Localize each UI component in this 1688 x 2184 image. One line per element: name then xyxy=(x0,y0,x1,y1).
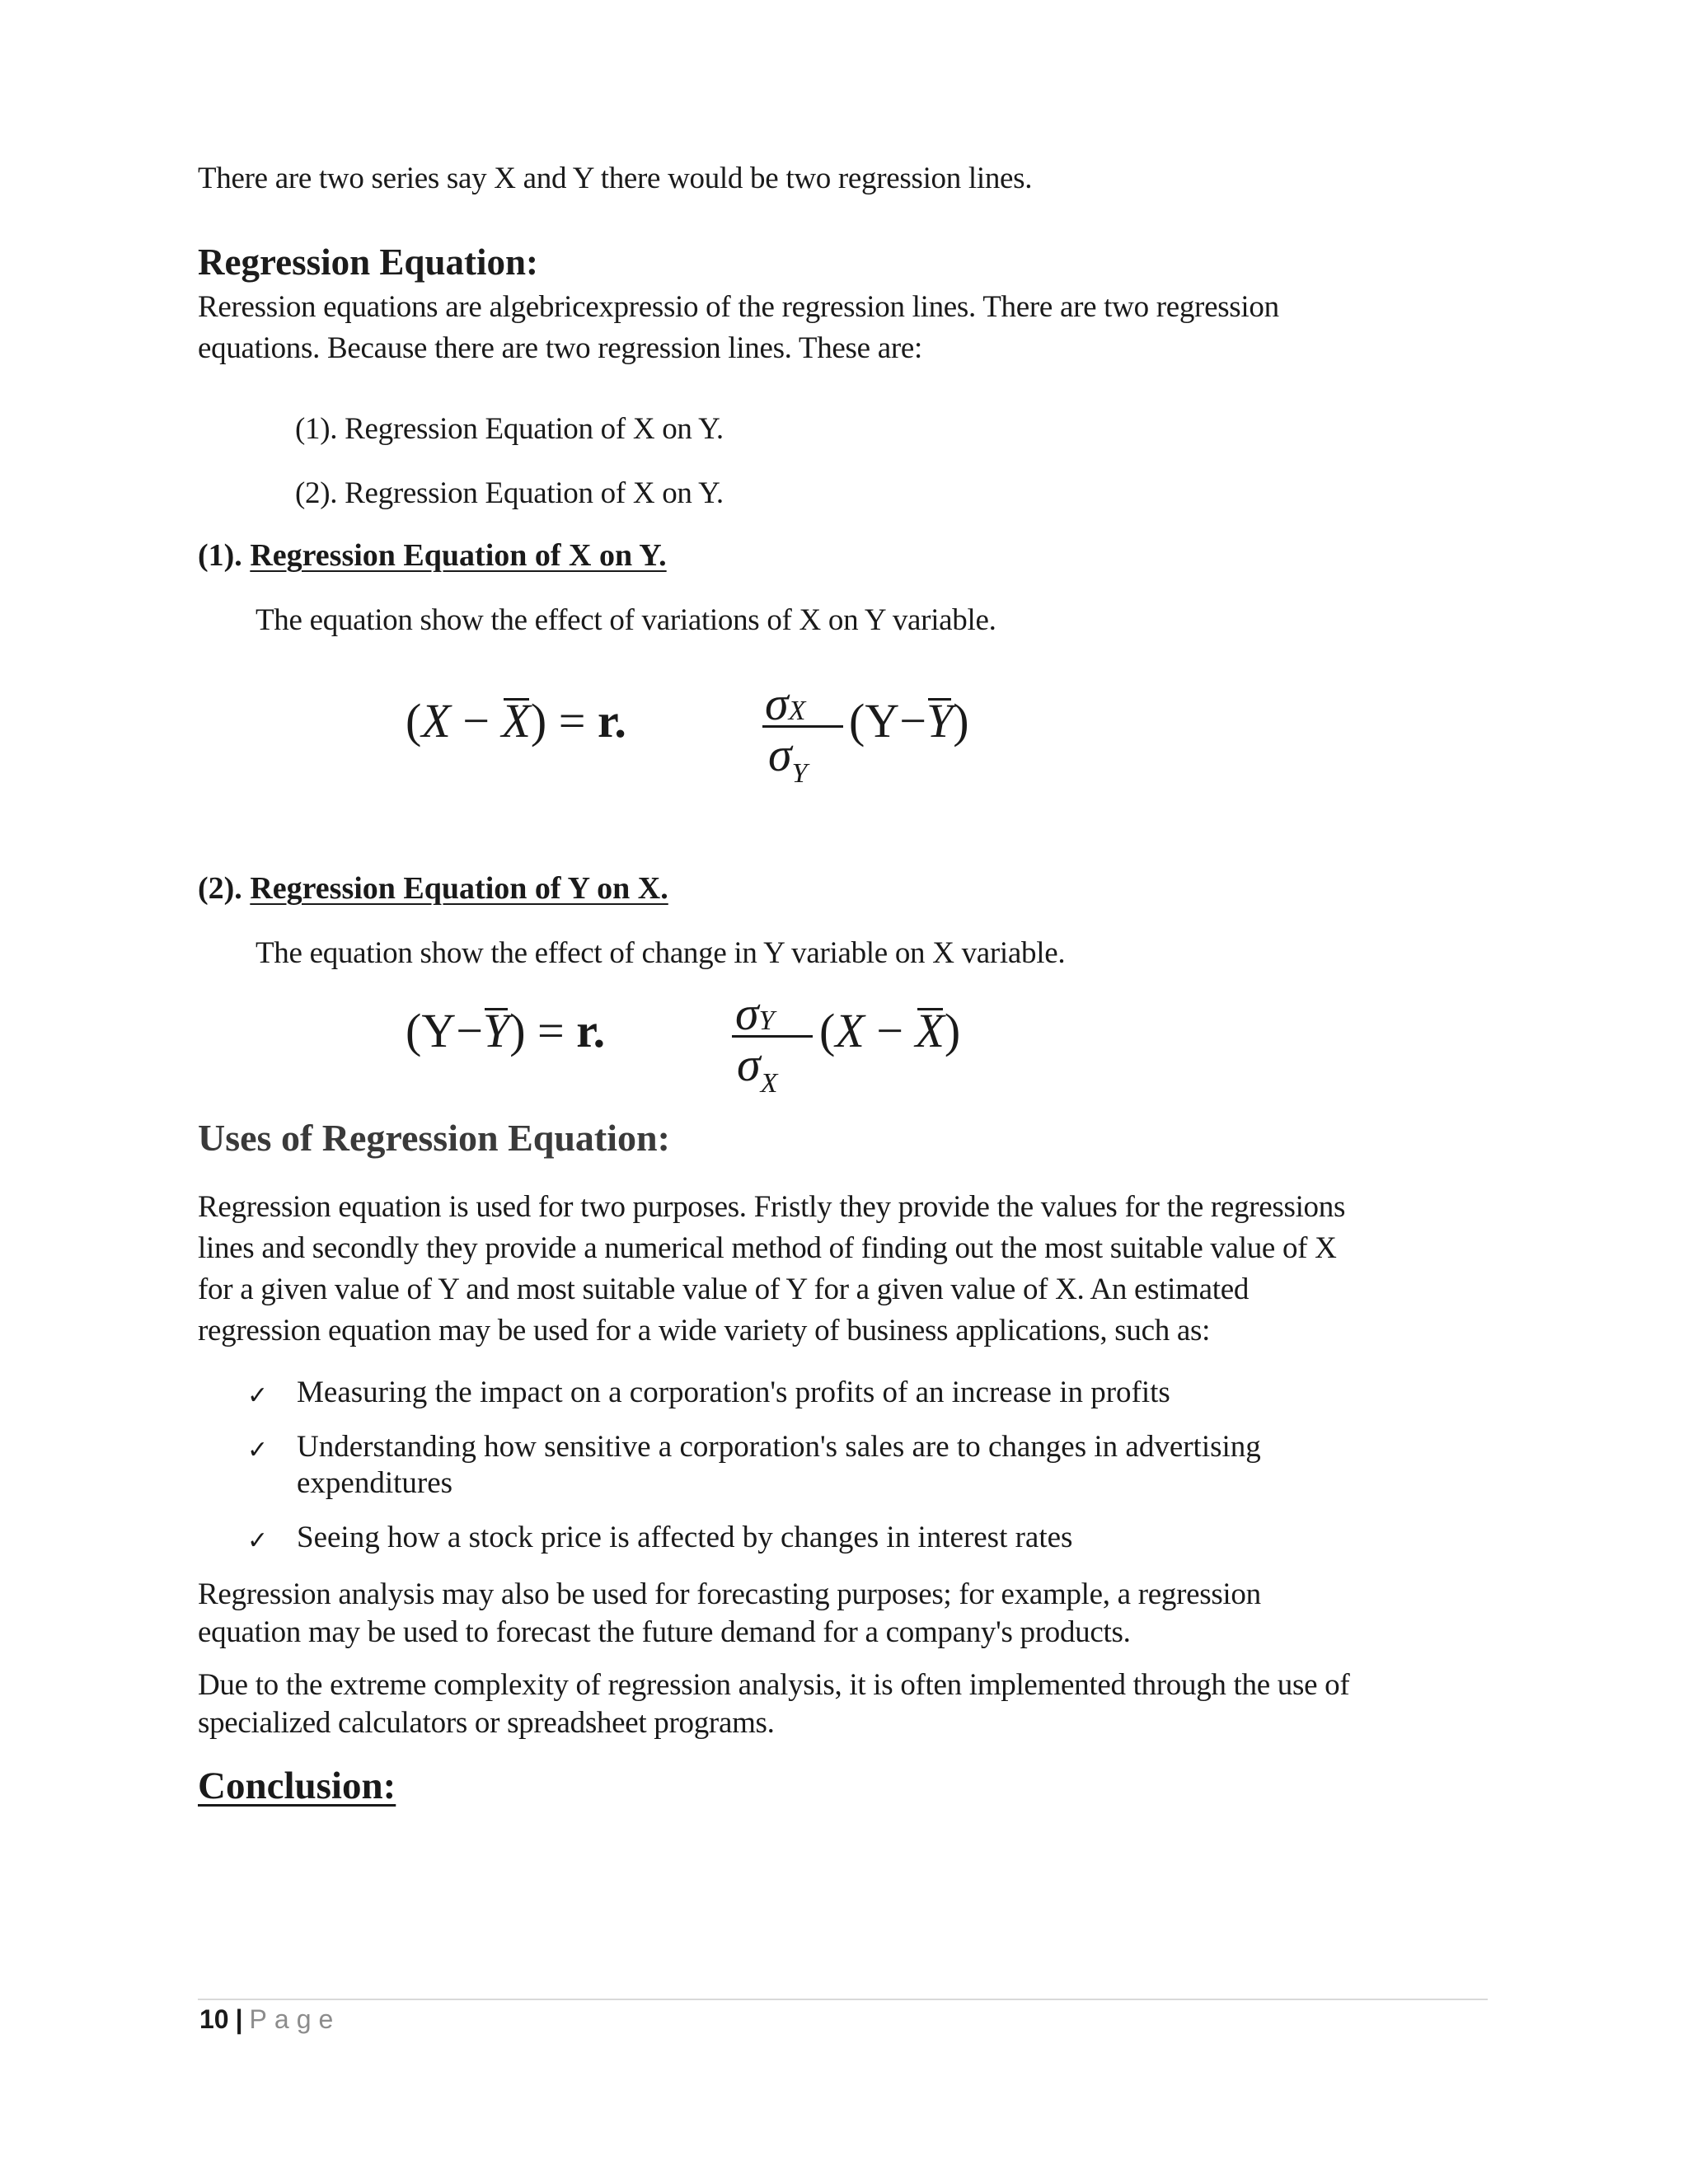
equation-2-denominator xyxy=(737,1037,778,1099)
section-title-regression-equation: Regression Equation: xyxy=(198,241,538,283)
bullet-item-text: Measuring the impact on a corporation's profits of an increase in profits xyxy=(297,1376,1170,1409)
equation-2-left xyxy=(406,1004,606,1057)
section-title-uses: Uses of Regression Equation: xyxy=(198,1117,670,1159)
minus-sign: − xyxy=(899,694,926,748)
equation-1-denominator xyxy=(768,727,808,789)
paren: ( xyxy=(819,1004,836,1057)
footer-divider xyxy=(198,1999,1488,2000)
page-number: 10 xyxy=(199,2004,229,2034)
sigma: σ xyxy=(737,1038,761,1091)
coefficient-r: r xyxy=(576,1004,593,1057)
minus-sign: − xyxy=(456,1004,483,1057)
regression-eq-para-line-1: Reression equations are algebricexpressio of the regression lines. There are two regression xyxy=(198,290,1279,324)
equation-1-numerator xyxy=(765,676,805,731)
paren: ) xyxy=(953,694,969,748)
equation-1-right xyxy=(849,694,969,748)
footer-separator: | xyxy=(235,2004,243,2034)
equation-2-right xyxy=(819,1004,961,1057)
sigma: σ xyxy=(735,987,759,1040)
subsection-1-number: (1). xyxy=(198,538,242,573)
variable: Y xyxy=(865,694,900,748)
paren: ( xyxy=(406,1004,422,1057)
equation-2-numerator xyxy=(735,986,775,1041)
variable: Y xyxy=(421,1004,457,1057)
subsection-2-description: The equation show the effect of change in Y variable on X variable. xyxy=(256,936,1066,970)
section-title-conclusion: Conclusion: xyxy=(198,1765,396,1807)
paren: ( xyxy=(406,694,422,748)
checkmark-icon: ✓ xyxy=(247,1526,269,1555)
complexity-para-line-1: Due to the extreme complexity of regression analysis, it is often implemented through the use of xyxy=(198,1668,1350,1702)
variable: X xyxy=(421,694,451,748)
subscript: Y xyxy=(791,758,808,789)
mean-variable: X xyxy=(501,694,531,748)
mean-variable: Y xyxy=(482,1004,510,1057)
subsection-1-title: Regression Equation of X on Y. xyxy=(250,538,667,573)
uses-para-line-4: regression equation may be used for a wide variety of business applications, such as: xyxy=(198,1314,1211,1347)
uses-para-line-2: lines and secondly they provide a numerical method of finding out the most suitable value of X xyxy=(198,1231,1337,1265)
page-footer xyxy=(199,2004,340,2035)
variable: X xyxy=(835,1004,865,1057)
checkmark-icon: ✓ xyxy=(247,1436,269,1465)
paren: ( xyxy=(849,694,865,748)
subsection-2-number: (2). xyxy=(198,871,242,906)
sigma: σ xyxy=(768,728,792,781)
mean-variable: Y xyxy=(926,694,954,748)
intro-text: There are two series say X and Y there would be two regression lines. xyxy=(198,162,1033,195)
bullet-item-text: Understanding how sensitive a corporation's sales are to changes in advertising xyxy=(297,1430,1261,1464)
sigma: σ xyxy=(765,677,789,730)
paren: ) xyxy=(944,1004,961,1057)
subsection-1-description: The equation show the effect of variations of X on Y variable. xyxy=(256,603,996,637)
subsection-2-heading xyxy=(198,870,668,907)
forecasting-para-line-1: Regression analysis may also be used for forecasting purposes; for example, a regression xyxy=(198,1577,1261,1611)
mean-variable: X xyxy=(915,1004,945,1057)
subscript: X xyxy=(788,696,806,726)
subsection-1-heading xyxy=(198,537,667,574)
uses-para-line-3: for a given value of Y and most suitable value of Y for a given value of X. An estimated xyxy=(198,1272,1250,1306)
bullet-item-text-continued: expenditures xyxy=(297,1466,453,1500)
minus-sign: − xyxy=(876,1004,903,1057)
complexity-para-line-2: specialized calculators or spreadsheet programs. xyxy=(198,1706,775,1740)
equals-sign: = xyxy=(558,694,586,748)
equals-sign: = xyxy=(537,1004,565,1057)
subscript: Y xyxy=(758,1005,775,1036)
regression-eq-para-line-2: equations. Because there are two regression lines. These are: xyxy=(198,331,922,365)
bullet-item-text: Seeing how a stock price is affected by changes in interest rates xyxy=(297,1521,1073,1554)
dot: . xyxy=(614,694,626,748)
dot: . xyxy=(593,1004,606,1057)
subscript: X xyxy=(760,1068,778,1099)
uses-para-line-1: Regression equation is used for two purposes. Fristly they provide the values for the regressions xyxy=(198,1190,1346,1224)
paren: ) xyxy=(530,694,547,748)
page-label: Page xyxy=(249,2004,341,2034)
list-item: (2). Regression Equation of X on Y. xyxy=(295,476,724,510)
list-item: (1). Regression Equation of X on Y. xyxy=(295,412,724,446)
minus-sign: − xyxy=(462,694,490,748)
coefficient-r: r xyxy=(597,694,615,748)
equation-1-left xyxy=(406,694,626,748)
forecasting-para-line-2: equation may be used to forecast the future demand for a company's products. xyxy=(198,1615,1131,1649)
paren: ) xyxy=(509,1004,526,1057)
subsection-2-title: Regression Equation of Y on X. xyxy=(250,871,668,906)
checkmark-icon: ✓ xyxy=(247,1381,269,1410)
